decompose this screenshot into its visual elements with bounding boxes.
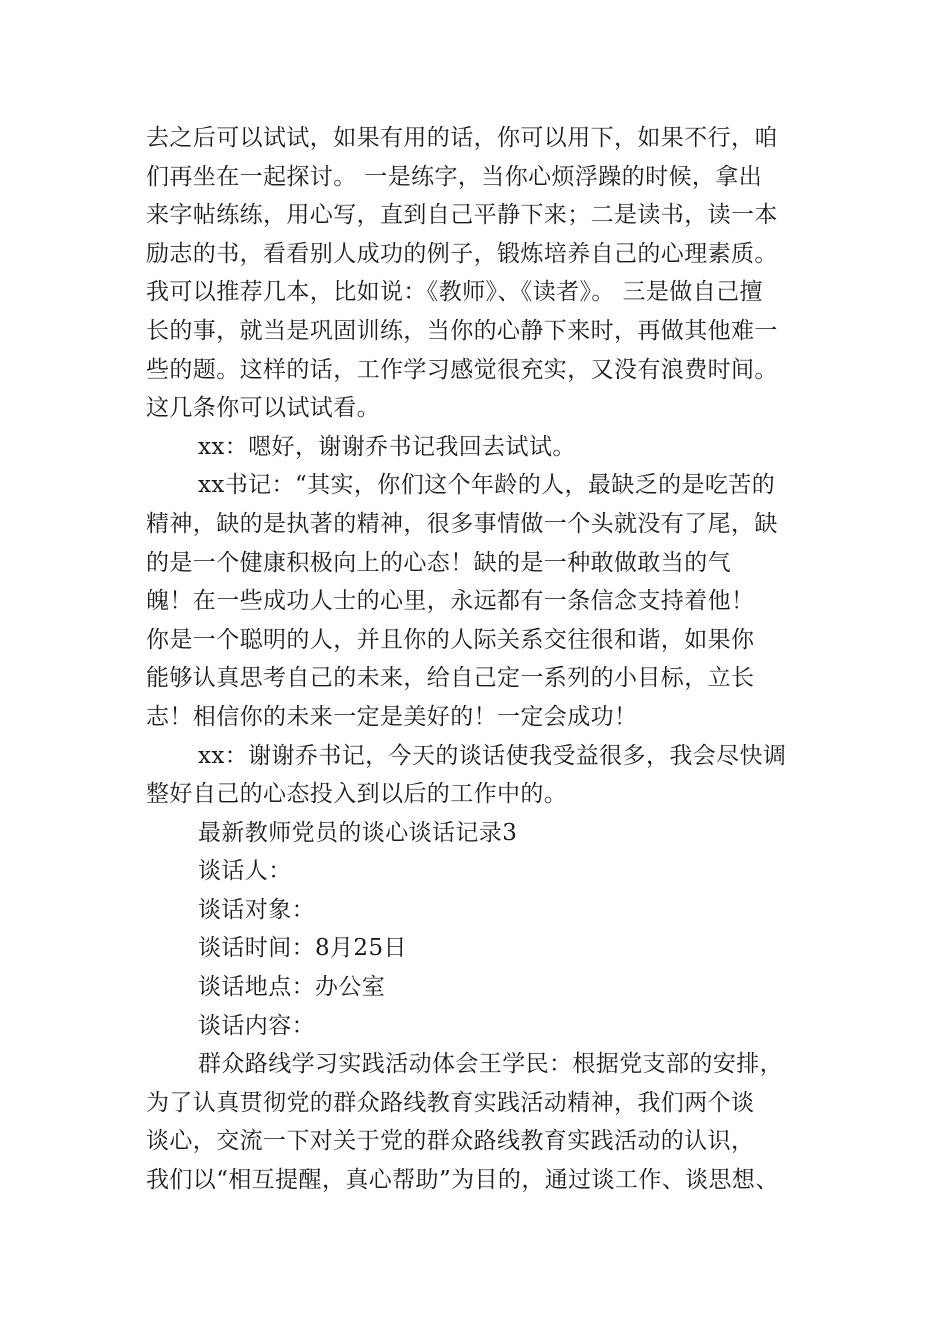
text-line: 整好自己的心态投入到以后的工作中的。 — [146, 781, 568, 808]
text-line: 的是一个健康积极向上的心态！缺的是一种敢做敢当的气 — [146, 549, 731, 576]
text-line: 你是一个聪明的人，并且你的人际关系交往很和谐，如果你 — [146, 626, 755, 653]
text-line: 能够认真思考自己的未来，给自己定一系列的小目标，立长 — [146, 665, 755, 692]
text-line: 谈话时间：8月25日 — [198, 935, 407, 962]
text-line: 我们以“相互提醒，真心帮助”为目的，通过谈工作、谈思想、 — [146, 1167, 779, 1194]
text-line: 谈话对象： — [198, 896, 315, 923]
text-line: 些的题。这样的话，工作学习感觉很充实，又没有浪费时间。 — [146, 356, 778, 383]
text-line: 长的事，就当是巩固训练，当你的心静下来时，再做其他难一 — [146, 317, 778, 344]
text-line: 去之后可以试试，如果有用的话，你可以用下，如果不行，咱 — [146, 125, 778, 151]
text-line: 精神，缺的是执著的精神，很多事情做一个头就没有了尾，缺 — [146, 510, 778, 537]
text-line: 励志的书，看看别人成功的例子，锻炼培养自己的心理素质。 — [146, 240, 778, 267]
text-line: 群众路线学习实践活动体会王学民：根据党支部的安排， — [198, 1051, 783, 1078]
text-line: 为了认真贯彻党的群众路线教育实践活动精神，我们两个谈 — [146, 1089, 755, 1116]
text-line: 这几条你可以试试看。 — [146, 395, 380, 422]
text-line: 们再坐在一起探讨。 一是练字，当你心烦浮躁的时候，拿出 — [146, 163, 763, 190]
text-line: xx书记：“其实，你们这个年龄的人，最缺乏的是吃苦的 — [198, 472, 776, 499]
text-line: 我可以推荐几本，比如说：《教师》、《读者》。 三是做自己擅 — [146, 279, 763, 306]
text-line: 来字帖练练，用心写，直到自己平静下来；二是读书，读一本 — [146, 202, 778, 229]
text-line: 志！相信你的未来一定是美好的！一定会成功！ — [146, 703, 638, 730]
text-line: xx：谢谢乔书记，今天的谈话使我受益很多，我会尽快调 — [198, 742, 787, 769]
text-line: xx：嗯好，谢谢乔书记我回去试试。 — [198, 433, 576, 460]
text-line: 最新教师党员的谈心谈话记录3 — [198, 819, 518, 846]
text-line: 谈心，交流一下对关于党的群众路线教育实践活动的认识， — [146, 1128, 755, 1155]
text-line: 谈话人： — [198, 858, 292, 885]
text-line: 魄！在一些成功人士的心里，永远都有一条信念支持着他！ — [146, 588, 755, 615]
text-line: 谈话地点：办公室 — [198, 974, 386, 1001]
text-line: 谈话内容： — [198, 1012, 315, 1039]
document-body — [146, 119, 826, 1200]
